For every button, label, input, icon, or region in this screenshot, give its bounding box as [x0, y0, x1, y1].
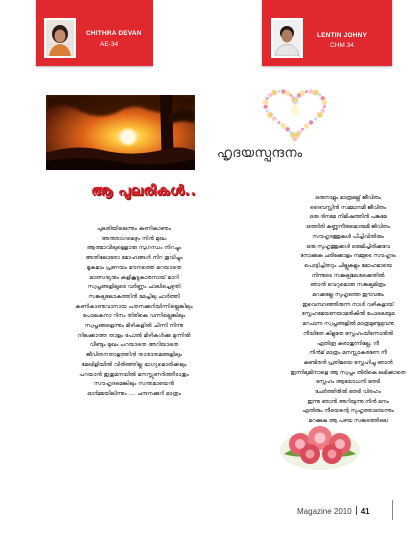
author-photo-left [44, 18, 76, 58]
author-name-right: LENTIN JOHNY [317, 32, 368, 39]
poem-line: പുലരിയിലെന്നും കണികാണും [96, 226, 171, 232]
poem-line: സൗഹൃദത്തുകൾ പിച്ചിവിതിരും [312, 233, 384, 240]
poem-line: വീണ്ടും മുഖം പറയാതെ അറിയാതെ [89, 342, 179, 349]
poem-line: ഒരുനാളും മാത്രമല്ല് ജീവിതം [315, 195, 381, 201]
poem-line: ഏതിരൂ കരാതുന്നില്ലേ, നീ [316, 340, 380, 347]
poem-line: സ്വപ്നങ്ങളിലൂടെ വർണ്ണം ചാലിച്ചെഴുതി [87, 284, 181, 291]
poem-line: ഒത്തിരി കണ്ണുനീരുമൊരുമീ ജീവിതം [306, 224, 390, 231]
poem-line: ഓർമ്മയിലിന്നും .... ചന്ദനക്കുറി മാത്രം [87, 390, 181, 397]
poem-line: അതിലോരോ മോഹങ്ങൾ നിറ തൂവിച്ചും [85, 255, 183, 262]
author-photo-right [271, 18, 303, 58]
poem-line: പൊട്ടിച്ചിതറും ചില്ലുകളും മോഹമായെ [303, 262, 393, 269]
author-bar-right [262, 0, 392, 66]
poem-line: അനുരാഗമെഴും നിൻ മുഖം [101, 235, 167, 242]
poem-line: ദൈവസ്സിൻ സമ്മാനമീ ജീവിതം [309, 204, 387, 211]
poem-line: എതിരും നീയെന്റെ സുഹൃത്തായെന്നും [302, 408, 394, 415]
poem-line: നിലക്കാത്ത താളം പോൽ മിഴികൾക്കു മുന്നിൽ [77, 332, 191, 339]
poem-line: കണ്ടിരൻ പ്രതിമയെ സ്നേഹിച്ചു ഞാൻ [303, 359, 393, 366]
poem-line: സ്വപ്നങ്ങളെന്നും മിഴികളിൽ ചിന്നി നിന്നു [84, 323, 184, 330]
poem-line: മറക്കുക ആ പഴയ സങ്കടത്തിലെ [308, 418, 388, 425]
poem-line: ആത്മാവിലുള്ളൊരു സുഗന്ധം നിറച്ചും [86, 245, 182, 252]
poem-line: പറയാൻ ഇതുമനയിൽ മനസ്സുണർത്തീടാതും [79, 371, 189, 378]
poem-right-body [278, 194, 418, 427]
poem-line: നിന്നുടെ സങ്കല്പമേശക്കെതിൽ [311, 272, 385, 279]
poem-line: ഇന്നു ഞാൻ അറിയുന്നു നിൻ മനം [307, 398, 389, 405]
poem-line: കണികാണുവാനായ പതനക്കുറിയിന്നില്ലെങ്കിലും [75, 303, 193, 310]
page-number: 41 [360, 507, 370, 516]
flower-heart-icon [263, 89, 327, 142]
author-name-left: CHITHRA DEVAN [86, 30, 142, 37]
author-class-right: CHM 34 [330, 42, 354, 49]
footer-rule [392, 500, 393, 520]
poem-line: മേഖിളിയിൽ വിരിഞ്ഞില്ല ഭാഗ്യമൊരിക്കലും [81, 361, 187, 368]
poem-line: സ്നേഹമേയണയാമരികിൽ പോലെയുമ [301, 311, 395, 318]
magazine-label: Magazine 2010 [297, 507, 352, 516]
poem-line: മാത്സര്യരും കളികൂട്ടുകാരനായ് മാറി [89, 274, 179, 281]
sunset-illustration [46, 95, 195, 170]
poem-line: ജീവിതനതാളത്തിൻ താരാതമങ്ങളിലും [85, 352, 183, 359]
poem-line: സങ്കല്പലോകത്തിൻ മേച്ചിലു ചാർത്തി [88, 293, 180, 300]
poem-line: സ്നേഹം ആയോധനി തേടി [315, 379, 381, 386]
roses-illustration [278, 414, 362, 472]
poem-line: ചേർത്തിരിൽ തേടി വിരഹം [315, 389, 381, 396]
poem-line: ഇന്നിലുമിനാളെ ആ സ്വപ്നം തിരികെ ലഭിക്കാതെ [290, 369, 406, 376]
poem-line: പോലകനാ റിനം തിരികെ വന്നില്ലെങ്കിലും [82, 313, 186, 320]
footer-separator [356, 506, 357, 515]
poem-line: നോക്കുക ചരിക്കോളം നമ്മുടെ സൗഹൃദം [300, 253, 396, 260]
poem-line: മറക്കല്ലേ സുഹൃത്തെ ഈവരും [312, 292, 384, 299]
poem-line: ഇവെമ്പറഞ്ഞിരുന്ന നാൾ വഴികളായ് [302, 301, 394, 308]
poem-line: മറഫന്ന സ്വപ്നങ്ങളിൽ മാത്രമുണ്ടുമുവനു [302, 321, 394, 328]
poem-line: ഒരു ദിനമേ നിമിഷത്തിൻ പങ്കമേ [309, 214, 387, 221]
author-bar-left [36, 0, 153, 66]
page-footer [297, 506, 370, 516]
poem-line: ഒരു സുഹൃത്തുക്കൾ ഒരുമിച്ചിരിക്കവേ [306, 243, 390, 250]
heart-illustration [252, 84, 338, 142]
poem-line: നിൻമ് മാത്രം മനസ്സാകരണേ നീ [309, 350, 387, 357]
poem-left-title: ആ പൂലരികൾ.. [91, 183, 197, 199]
poem-line: മൂകമാം പ്രണയം മൗനത്തെ മറയാതെ [86, 264, 182, 271]
poem-line: സൗഹൃദമെങ്കിലും സന്തമായെൻ [94, 381, 174, 388]
poem-line: നീയിതേ കിളുതേ സ്നേഹംയിന്നോരിൽ [303, 330, 393, 337]
poem-left-body [44, 225, 224, 400]
poem-right-title: ഹൃദയസ്പന്ദനം [217, 146, 303, 161]
author-class-left: AE-34 [100, 41, 119, 48]
poem-line: ഞാൻ വെറുമൊരു സങ്കല്പമിത്രം [310, 282, 386, 289]
